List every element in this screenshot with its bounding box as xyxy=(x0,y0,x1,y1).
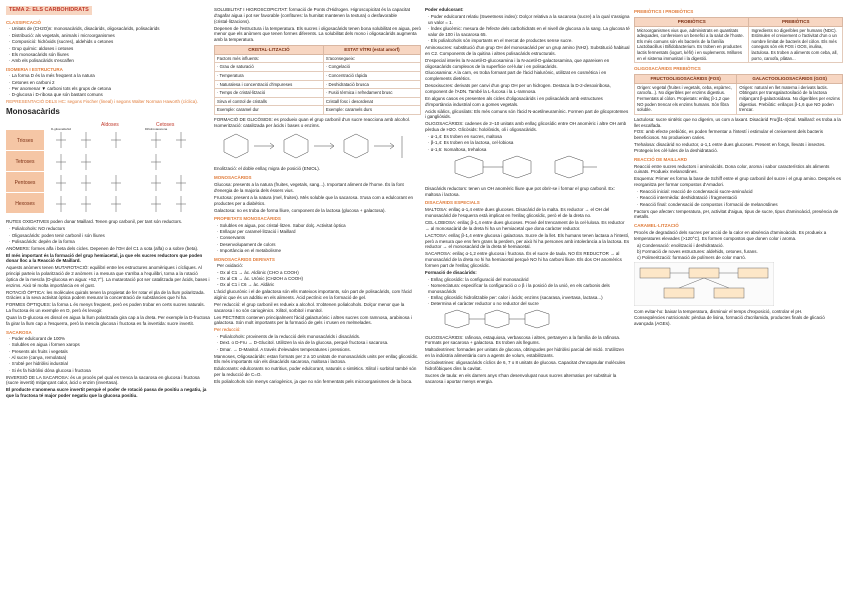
table-row xyxy=(635,26,843,62)
pentoses-label: Pentoses xyxy=(14,179,36,186)
list-item: · Unitats de (CH2O)n: monosacàrids, disacàrids, oligosacàrids, polisacàrids xyxy=(9,26,160,32)
heading-derived: MONOSACÀRIDS DERIVATS xyxy=(214,256,275,262)
monosaccharide-figure-title: Monosacàrids xyxy=(6,107,60,117)
paragraph: Aminosucres: substitució d'un grup OH del monosacàrid per un grup amino (NH2). Substitució habitual en C2. Components de la quitina i altres polisacàrids estructurals. xyxy=(425,45,630,56)
paragraph: RUTES OXIDATIVES poden donar Maillard. Tenen grup carbonil, per tant són reductors. xyxy=(6,219,183,225)
paragraph: FORMACIÓ DE GLICÒSIDS: es produeix quan el grup carbonil d'un sucre reacciona amb alcohol. Isomerització: catalitzada per àcids i bases o enzims. xyxy=(214,116,410,128)
list-item: · Dext. o D-Fru → D-Glucitol. Utilitzen la via de la glucosa, perquè fructosa i sacarosa. xyxy=(217,340,389,346)
list-item: · Desenvolupament de colors xyxy=(217,241,276,247)
list-item: a) Condensació: enolització i deshidratació. xyxy=(637,242,724,248)
table-cell: Exemple: caramels durs xyxy=(323,106,420,115)
table-row xyxy=(215,54,421,63)
heading-monosaccharides: MONOSACÀRIDS xyxy=(214,175,252,181)
list-item: · Poder edulcorant relatiu (Sweetness index): Dolçor relativa a la sacarosa (sucre) a la qual s'assigna un valor = 1. xyxy=(428,13,630,25)
list-item: · Els monosacàrids són lliures xyxy=(9,51,69,57)
cetoses-label: Cetoses xyxy=(156,121,175,128)
subheading: Formació de disacàrids: xyxy=(425,269,477,275)
gliceraldehid-label: D-gliceraldehid xyxy=(50,126,72,131)
list-item: · Amb els polisacàrids s'escalfen xyxy=(9,58,74,64)
table-cell: · Concentració ràpida xyxy=(323,72,420,81)
paragraph: LACTOSA: enllaç β-1,4 entre glucosa i galactosa. Sucre de la llet. Els humans tenen lactasa a l'intestí, però a mesura que ens fem grans la perdem, per això hi ha persones amb intolerància a la lactosa. Es reductor → el monosacàrid de la dreta té hemiacetal. xyxy=(425,232,630,250)
table-header: PROBIÒTICS xyxy=(635,17,749,26)
list-item: - Ox al C1 i C6 → àc. Aldàric xyxy=(217,282,275,288)
paragraph-important: El producte s'anomena sucre invertit perquè el poder de rotació passa de positiu a negatiu, ja que la fructosa té major poder negatiu que la glucosa positiu. xyxy=(6,387,207,399)
list-item: · La forma D és la més freqüent a la natura xyxy=(9,73,95,79)
paragraph: SACAROSA: enllaç α-1,2 entre glucosa i fructosa. És el sucre de taula. NO ÉS REDUCTOR → al monosacàrid de la dreta no hi ha hemiacetal perquè NO hi ha carboni lliure. Els dos OH anomèrics formen part de l'enllaç glicosídic. xyxy=(425,251,622,268)
paragraph: Lactulosa: sucre sintètic que no digerim, us com a laxant. Disacàrid Fru(β1-4)Gal. Maillard: es troba a la llet escalfada. xyxy=(634,116,841,128)
heading-classification: CLASSIFICACIÓ xyxy=(6,20,42,26)
table-header: GALACTOOLIGOSACÀRIDS (GOS) xyxy=(737,75,843,84)
subheading: Per reducció: xyxy=(214,327,241,333)
crystallization-table xyxy=(214,45,421,115)
list-item: b) Formació de noves estructures: aldehids, cetones, furans. xyxy=(637,249,758,255)
list-item: · Els polialcohols són importants en el mercat de productes sense sucre. xyxy=(428,38,573,44)
list-item: · Enllaç glicosídic: la configuració del monosacàrid xyxy=(428,276,529,282)
subheading: Poder edulcorant: xyxy=(425,7,464,12)
list-item: · Distribució: als vegetals, animals i microorganismes xyxy=(9,32,115,38)
paragraph: Disacàrids reductors: tenen un OH anomèric lliure que pot obrir-se i formar el grup carbonil. Ex: maltosa i lactosa. xyxy=(425,185,615,197)
list-item: · Oligosacàrids: poden tenir carbonil i són lliures xyxy=(9,232,105,238)
table-header: FRUCTOOLIGOSACÀRIDS (FOS) xyxy=(635,75,737,84)
isomeria-list xyxy=(6,73,210,98)
table-cell: Exemple: caramel dur xyxy=(215,106,324,115)
list-item: · Polialcohols: NO reductors xyxy=(9,226,66,232)
heading-disaccharides: DISACÀRIDS ESPECIALS xyxy=(425,200,480,206)
table-cell: S'aconsegueix: xyxy=(323,54,420,63)
paragraph: SOLUBILITAT I HIGROSCOPICITAT: formació de Ponts d'Hidrogen. Higroscopicitat és la capacitat d'agafar aigua i pot ser favorable (confitures: la humitat mantenen la textura) o desfavorable (cristal·litzacions). xyxy=(214,7,411,24)
heading-sacarosa: SACAROSA xyxy=(6,329,32,335)
paragraph: OLIGOSACÀRIDS: rafinosa, estaquiosa, verbascosa i altres, pertanyen a la família de la rafinosa. Formats per sacarosa + galactosa. Es troben als llegums. xyxy=(425,334,621,346)
list-item: · Per anomenar ▼ carboni tots els grups de cetona xyxy=(9,86,112,92)
list-item: · Reacció final: condensació de compostos i formació de melanoïdines xyxy=(637,201,778,207)
table-cell: Factors més influents: xyxy=(215,54,324,63)
list-item: · Presents als fruits i vegetals xyxy=(9,348,68,354)
paragraph: Fructosa: present a la natura (mel, fruites). Més soluble que la sacarosa. S'usa com a edulcorant en productes per a diabètics. xyxy=(214,194,413,206)
aldoses-label: Aldoses xyxy=(101,121,119,128)
fischer-projections xyxy=(56,132,186,212)
list-item: · Enllaçar per caramel·lització i Maillard xyxy=(217,229,296,235)
paragraph: Trehalosa: disacàrid no reductor, α-1,1 entre dues glucoses. Present en fongs, llevats i insectes. Protegeix les cèl·lules de la deshidratació. xyxy=(634,142,826,153)
paragraph: Enolització: el doble enllaç migra de posició (ENIOL). xyxy=(214,166,321,172)
paragraph: D'especial interès la N-acetil-D-glucosamina i la N-acetil-D-galactosamina, que apareixen en oligosacàrids complexos de la superfície cel·lular i en polisacàrids. xyxy=(425,57,610,69)
list-item: · Poder edulcorant de 100% xyxy=(9,336,66,342)
heading-properties: PROPIETATS MONOSACÀRIDS xyxy=(214,216,281,222)
paragraph: Acids siàlics, glicosilats: Els més comuns són l'àcid N-acetilneuramínic. Formen part de glicoproteïnes i gangliòsids. xyxy=(425,108,629,120)
disaccharide-structure xyxy=(425,153,625,183)
probiotics-table xyxy=(634,17,843,63)
list-item: · Solubles en aigua, poc cristal·litzen. Sabor dolç. Activitat òptica xyxy=(217,222,346,228)
list-item: · β-1,4: Es troben en la lactosa, cel·lobiosa xyxy=(428,140,514,146)
heading-maillard: REACCIÓ DE MAILLARD xyxy=(634,156,687,162)
list-item: · D-glucosa i D-ribosa que són bastant comuns xyxy=(9,92,103,98)
paragraph: ANÒMERS: formes alfa i beta dels cicles. Depenen de l'OH del C1 a sota (alfa) o a sobre (beta). xyxy=(6,245,199,251)
list-item: · Al sucre (canya, remolatxa) xyxy=(9,355,67,361)
monosaccharide-diagram xyxy=(6,118,206,216)
table-row xyxy=(635,83,843,114)
paragraph: CEL·LOBIOSA: enllaç β-1,4 entre dues glucoses. Prové del trencament de la cel·lulosa. Es reductor → al monosacàrid de la dreta hi ha un hemiacetal que dona caràcter reductor. xyxy=(425,219,625,231)
table-cell: · Grau de saturació xyxy=(215,63,324,72)
maillard-scheme xyxy=(634,262,774,306)
paragraph: Com evitar-ho: baixar la temperatura, disminuir el temps d'exposició, controlar el pH. xyxy=(634,308,803,314)
paragraph: Procés de degradació dels sucres per acció de la calor en absència d'aminoàcids. Es produeix a temperatures elevades (>120°C). Es formen compostos que donen color i aroma. xyxy=(634,230,827,241)
paragraph: Ciclodextrines: oligosacàrids cíclics de 6, 7 o 8 unitats de glucosa. Capacitat d'encapsular molècules hidrofòbiques dins la cavitat. xyxy=(425,360,626,371)
list-item: - Ox al C6 → àc. Urònic (CH2OH a COOH) xyxy=(217,275,304,281)
column-3 xyxy=(425,6,630,596)
trioses-label: Trioses xyxy=(16,137,34,144)
list-item: · Grup químic: aldoses i cetoses xyxy=(9,45,74,51)
table-cell: Origen: vegetal (fruites i vegetals, ceba, espàrrec, carxofa...). No digeribles per enzims digestius. Fermentats al còlon. Propietats: enllaç β-1,2 que NO poden trencar els enzims humans. Són fibra soluble. xyxy=(635,83,737,114)
table-row xyxy=(215,72,421,81)
list-item: · Reacció intermèdia: deshidratació i fragmentació xyxy=(637,195,738,201)
list-item: · α-1,6: Isomaltosa, trehalosa xyxy=(428,146,487,152)
table-cell: · Congelació xyxy=(323,63,420,72)
paragraph: Per reducció: el grup carbonil es redueix a alcohol. S'obtenen polialcohols. Dolçor menor que la sacarosa i no són cariogènics. Xilitol, sorbitol i manitol. xyxy=(214,301,405,313)
list-item: · Cetones en carboni 2 xyxy=(9,79,55,85)
list-item: · Composició: hidròxids (sucres), aldehids o cetones xyxy=(9,39,114,45)
table-cell: Cristall fosc i desordenat xyxy=(323,97,420,106)
table-cell: · Temperatura xyxy=(215,72,324,81)
paragraph: Desoxisucres: derivats per canvi d'un grup OH per un hidrogen. Destaca la D-2-desoxiribosa, component de l'ADN. També la L-fucosa i la L-ramnosa. xyxy=(425,83,611,94)
table-header: PREBIÒTICS xyxy=(749,17,843,26)
enolization-scheme xyxy=(214,130,418,164)
table-header: ESTAT VÍTRI (estat amorf) xyxy=(323,46,420,55)
list-item: · Índex glucèmic: mesura de l'efecte dels carbohidrats en el nivell de glucosa a la sang. La glucosa té valor de 100 i la sacarosa 65. xyxy=(428,26,630,37)
list-item: · Polisacàrids: depèn de la forma xyxy=(9,238,75,244)
list-item: · Polialcohols: provinents de la reducció dels monosacàrids i disacàrids. xyxy=(217,334,361,340)
paragraph: Els polialcohols són menys cariogènics, ja que no són fermentats pels microorganismes de la boca. xyxy=(214,378,413,384)
tetroses-label: Tetroses xyxy=(15,158,35,165)
list-item: c) Polimerització: formació de polímers de color marró. xyxy=(637,255,747,261)
paragraph: OLIGOSACÀRIDS: cadenes de 2–10 unitats amb enllaç glicosídic entre OH anomèric i altre OH amb pèrdua de H2O. Glicòsids: hololòsids, oli i oligosacàrids. xyxy=(425,121,627,133)
paragraph: Sucres de taula: en els darrers anys s'han desenvolupat nous sucres alternatius per substituir la sacarosa i aportar menys energia. xyxy=(425,372,617,384)
list-item: · Dmar. → D-Manitol. A través d'elevades temperatures i pressions. xyxy=(217,346,351,352)
paragraph: Factors que afecten: temperatura, pH, activitat d'aigua, tipus de sucre, tipus d'aminoàcid, presència de metalls. xyxy=(634,208,839,220)
table-row xyxy=(215,63,421,72)
paragraph: Quan la D-glucosa es dissol en aigua la llum polaritzada gira cap a la dreta. Per exemple la D-fructosa fa girar la llum cap a l'esquerra, però la mescla glucosa i fructosa es fa invertida: sucre invertit. xyxy=(6,315,210,326)
table-row xyxy=(215,89,421,98)
paragraph: MALTOSA: enllaç α-1,4 entre dues glucoses. Disacàrid de la malta. Es reductor → el OH del monosacàrid de l'esquerra està implicat en l'enllaç glicosídic, però el de la dreta no. xyxy=(425,207,610,219)
dihidroxiacetona-label: Dihidroxiacetona xyxy=(144,126,168,131)
table-cell: Microorganismes vius que, administrats en quantitats adequades, confereixen un benefici a la salut de l'hoste. Els més comuns són els bacteris de la família Lactobacillus i Bifidobacterium. Es troben en productes lactis fermentats (iogurt, kèfir) i en suplements. Millores en el sistema immunitari i la digestió. xyxy=(635,26,749,62)
fos-gos-table xyxy=(634,74,843,115)
list-item: Per oxidació: xyxy=(217,263,244,269)
paragraph: Les PECTINES contenen principalment l'àcid galacturònic i altres sucres com ramnosa, arabinosa i galactosa. Són molt importants per la formació de gels i s'usen en melmelades. xyxy=(214,314,412,326)
table-row xyxy=(215,97,421,106)
column-2 xyxy=(214,6,421,596)
paragraph: Edulcorants: edulcorants no nutritius, poder edulcorant, naturals o sintètics. Xilitol i sorbitol també són per la reducció de C=O. xyxy=(214,366,417,378)
list-item: · Si és fa hidròlisi dóna glucosa i fructosa xyxy=(9,367,91,373)
heading-isomeria: ISOMERIA I ESTRUCTURA xyxy=(6,67,63,73)
oligosaccharide-structure xyxy=(425,308,625,332)
table-cell: Origen: natural en llet materna i derivats lactis. Obtinguts per transgalactosilació de la lactosa mitjançant β-galactosidasa. No digeribles per enzims digestius. Prebiòtic: enllaços β-1,6 que NO poden trencar. xyxy=(737,83,843,114)
table-row xyxy=(215,80,421,89)
list-item: · Nomenclatura: especificar la configuració α o β i la posició de la unió, en els carbonis dels monosacàrids xyxy=(428,282,610,294)
list-item: · Determina el caràcter reductor o no reductor del sucre xyxy=(428,301,539,307)
column-4 xyxy=(634,6,843,596)
list-item: · Conservants xyxy=(217,235,246,241)
table-cell: · Deshidratació brusca xyxy=(323,80,420,89)
column-1 xyxy=(6,6,210,596)
table-cell: · Fusió tèrmica i refredament brusc xyxy=(323,89,420,98)
list-item: - Ox al C1 → àc. Aldònic (CHO a COOH) xyxy=(217,269,299,275)
list-item: · Reacció inicial: reacció de condensació sucre-aminoàcid xyxy=(637,189,753,195)
paragraph: Galactosa: no es troba de forma lliure, component de la lactosa (glucosa + galactosa). xyxy=(214,207,386,213)
hexoses-label: Hexoses xyxy=(15,200,35,207)
page-title: TEMA 2: ELS CARBOHIDRATS xyxy=(6,6,92,15)
table-cell: · Naturalesa i concentració d'impureses xyxy=(215,80,324,89)
classification-list xyxy=(6,26,210,64)
table-cell: Sirva el control de cristalls xyxy=(215,97,324,106)
paragraph: Depenen de l'estructura i la temperatura. Els sucres i oligosacàrids tenen bona solubilitat en aigua, però menor que els anòmers que tenen formes diferents. La solubilitat dels mono i oligosacàrids augmenta amb la temperatura. xyxy=(214,25,421,43)
heading-prebiotic-oligos: OLIGOSACÀRIDS PREBIÒTICS xyxy=(634,66,701,72)
paragraph-important: El més important és la formació del grup hemiacetal, ja que els sucres reductors que poden donar lloc a la Reacció de Maillard. xyxy=(6,252,203,264)
paragraph: Aquests anòmers tenen MUTAROTACIÓ: equilibri entre les estructures anomèriques i cícliques. Al principi parteix la polarització de 2 anòmers i a mesura que s'arriba a l'equilibri, torna a la rotació òptica de la mescla (D-glucosa en aigua: +52,7°). La mutarotació pot ser catalitzada per àcids, bases i enzims. Això té molta importància en el gust. xyxy=(6,265,210,288)
monosaccharide-figure xyxy=(6,107,210,217)
representation-text: REPRESENTACIÓ DELS HC: segons Fischer (lineal) i segons Walter Norman Haworth (cíclica). xyxy=(6,99,199,105)
table-cell: · Temps de cristal·lització xyxy=(215,89,324,98)
paragraph: Glucosamina: A la carn, es troba formant part de l'àcid hialurònic, utilitzat en cosmètica i en complements dietètics. xyxy=(425,70,607,82)
paragraph: En alguns casos es presenten als cicles d'oligosacàrids i en polisacàrids amb estructures d'importància industrial com a gomes vegetals. xyxy=(425,95,603,107)
paragraph: ROTACIÓ ÒPTICA: les molècules quirals tenen la propietat de fer rotar el pla de la llum polaritzada. Gràcies a la seva activitat òptica podem mesurar la concentració de substàncies que hi ha. xyxy=(6,289,205,301)
table-cell: Ingredients no digeribles per humans (NDC). Estimulen el creixement o l'activitat d'un o un nombre limitat de bacteris del còlon. Els més coneguts són els FOS i GOS, inulina, lactulosa. Es troben a aliments com ceba, all, porro, carxofa, plàtan... xyxy=(749,26,843,62)
paragraph: Mannoses, Oligosacàrids: estan formats per 2 a 10 unitats de monosacàrids units per enllaç glicosídic. Els més importants són els disacàrids sacarosa, maltosa i lactosa. xyxy=(214,353,419,365)
paragraph: FORMES ÒPTIQUES: la forma L és menys freqüent, però es poden trobar en certs sucres naturals. La fructosa és un exemple en D, però és levogir. xyxy=(6,302,205,314)
list-item: · Importància en el metabolisme xyxy=(217,248,282,254)
paragraph: Conseqüències nutricionals: pèrdua de lisina, formació d'acrilamida, productes finals de glicació avançada (AGEs). xyxy=(634,315,825,327)
table-header: CRISTAL·LITZACIÓ xyxy=(215,46,324,55)
list-item: · α-1,4: Es troben en sucres, maltosa xyxy=(428,133,502,139)
paragraph: FOS: amb efecte prebiòtic, es poden fermentar a l'intestí i estimular el creixement dels bacteris beneficiosos. No produeixen caries. xyxy=(634,129,823,141)
paragraph: Maltodextrines: formades per unitats de glucosa, obtingudes per hidròlisi parcial del midó. S'utilitzen en la indústria alimentària com a agents de volum, estabilitzants. xyxy=(425,347,624,359)
paragraph: Glucosa: presents a la natura (fruites, vegetals, sang...). Important aliment de l'home. És la font d'energia de la majoria dels éssers vius. xyxy=(214,182,404,194)
table-row xyxy=(215,106,421,115)
paragraph: INVERSIÓ DE LA SACAROSA: és un procés pel qual es trenca la sacarosa en glucosa i fructosa (sucre invertit) mitjançant calor, àcid o enzim (invertasa). xyxy=(6,374,200,386)
paragraph: Esquema: Primer es forma la base de Schiff entre el grup carbonil del sucre i el grup amino. Després es reorganitza per formar compostos d'Amadori. xyxy=(634,176,842,188)
heading-caramelization: CARAMEL·LITZACIÓ xyxy=(634,223,679,229)
list-item: · Solubles en aigua i formen xarops xyxy=(9,342,80,348)
list-item: · Enllaç glicosídic hidrolitzable per: calor i àcids; enzims (sacarasa, invertasa, lactasa...) xyxy=(428,295,603,301)
paragraph: L'àcid glucurònic i el de galactosa són ells mateixos importants, són part de polisacàrids, com l'àcid algínic que és un additiu en els aliments. Àcid pectínic en la formació de gel. xyxy=(214,289,412,301)
list-item: · S'obté per hidròlisi industrial xyxy=(9,361,68,367)
heading-prebiotics: PREBIÒTICS I PROBIÒTICS xyxy=(634,9,694,14)
paragraph: Reacció entre sucres reductors i aminoàcids. Dona color, aroma i sabor característics als aliments cuinats. Produeix melanoïdines. xyxy=(634,163,830,175)
